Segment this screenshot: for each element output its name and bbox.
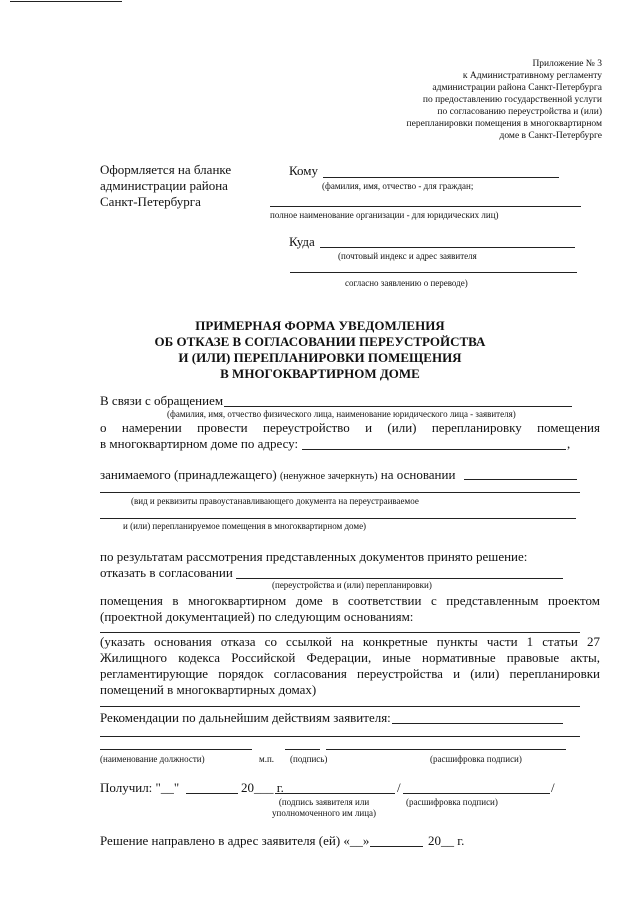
where-label: Куда [289,234,315,249]
appendix-line: перепланировки помещения в многоквартирном [406,119,602,129]
appeal-hint: (фамилия, имя, отчество физического лица, наименование юридического лица - заявителя) [167,409,516,419]
recommend-field[interactable] [392,723,563,724]
address-comma: , [567,436,571,451]
title-line: ПРИМЕРНАЯ ФОРМА УВЕДОМЛЕНИЯ [195,318,445,333]
sent-label: Решение направлено в адрес заявителя (ей) «__» [100,833,370,848]
appendix-line: по согласованию переустройства и (или) [437,107,602,117]
title-line: И (ИЛИ) ПЕРЕПЛАНИРОВКИ ПОМЕЩЕНИЯ [178,350,462,365]
appendix-line: по предоставлению государственной услуги [422,95,602,105]
recommend-label: Рекомендации по дальнейшим действиям заявителя: [100,710,391,725]
appeal-field[interactable] [224,406,572,407]
top-rule [10,1,122,2]
doc-hint-2: и (или) перепланируемое помещения в многоквартирном доме) [123,521,367,531]
received-year: 20___ г. [241,780,284,795]
address-label: в многоквартирном доме по адресу: [100,436,299,451]
premises-line-2: (проектной документацией) по следующим основаниям: [100,609,414,624]
page-title [0,318,640,382]
decision-intro: по результатам рассмотрения представленных документов принято решение: [100,549,528,564]
doc-hint-1: (вид и реквизиты правоустанавливающего документа на переустраиваемое [131,496,419,506]
address-field[interactable] [302,449,566,450]
received-sign-hint [272,797,376,819]
sign-field[interactable] [285,749,320,750]
received-slash-1: / [397,780,401,795]
decode-hint: (расшифровка подписи) [430,754,522,764]
received-decode-field[interactable] [403,793,550,794]
reason-line-1: (указать основания отказа со ссылкой на конкретные пункты части 1 статьи 27 [100,634,600,649]
blank-note-line: Санкт-Петербурга [100,194,201,209]
blank-note [100,162,231,210]
reason-line-3: регламентирующие порядок согласования переустройства и (или) перепланировки [100,666,600,681]
refuse-label: отказать в согласовании [100,565,233,580]
appendix-line: Приложение № 3 [532,59,602,69]
to-label: Кому [289,163,319,178]
received-sign-hint-2: уполномоченного им лица) [272,808,377,818]
where-field-2[interactable] [290,272,577,273]
reason-line-2: Жилищного кодекса Российской Федерации, иные нормативные правовые акты, [100,650,600,665]
sign-hint: (подпись) [290,754,328,764]
received-label: Получил: "__" [100,780,180,795]
position-hint: (наименование должности) [100,754,205,764]
mp-label: м.п. [259,754,275,764]
refuse-field[interactable] [236,578,563,579]
decode-field[interactable] [326,749,566,750]
where-hint: (почтовый индекс и адрес заявителя [338,251,477,261]
basis-field[interactable] [464,479,577,480]
occupied-label [100,467,455,483]
occupied-basis: на основании [380,467,456,482]
received-slash-2: / [551,780,555,795]
recommend-field-2[interactable] [100,736,580,737]
received-sign-field[interactable] [275,793,395,794]
reason-line-4: помещений в многоквартирных домах) [100,682,317,697]
title-line: ОБ ОТКАЗЕ В СОГЛАСОВАНИИ ПЕРЕУСТРОЙСТВА [154,334,486,349]
blank-note-line: администрации района [100,178,228,193]
sent-month-field[interactable] [370,846,423,847]
received-sign-hint-1: (подпись заявителя или [278,797,370,807]
appendix-block [407,58,602,142]
position-field[interactable] [100,749,252,750]
to-hint: (фамилия, имя, отчество - для граждан; [322,181,474,191]
where-field[interactable] [320,247,575,248]
sent-year: 20__ г. [428,833,465,848]
doc-field-2[interactable] [100,518,576,519]
title-line: В МНОГОКВАРТИРНОМ ДОМЕ [220,366,420,381]
to-field[interactable] [323,177,559,178]
received-month-field[interactable] [186,793,238,794]
appendix-line: доме в Санкт-Петербурге [499,131,602,141]
appendix-line: администрации района Санкт-Петербурга [432,83,602,93]
occupied-text: занимаемого (принадлежащего) [100,467,277,482]
occupied-hint: (ненужное зачеркнуть) [279,471,378,482]
appendix-line: к Административному регламенту [462,71,602,81]
to-field-2[interactable] [270,206,581,207]
appeal-label: В связи с обращением [100,393,224,408]
intent-line: о намерении провести переустройство и (или) перепланировку помещения [100,420,600,435]
reasons-field[interactable] [100,632,580,633]
refuse-hint: (переустройства и (или) перепланировки) [272,580,432,590]
where-hint-2: согласно заявлению о переводе) [345,278,468,288]
blank-note-line: Оформляется на бланке [100,162,232,177]
received-decode-hint: (расшифровка подписи) [406,797,498,807]
to-hint-2: полное наименование организации - для юридических лиц) [270,210,499,220]
doc-field[interactable] [100,492,580,493]
premises-line-1: помещения в многоквартирном доме в соответствии с представленным проектом [100,593,600,608]
reasons-field-2[interactable] [100,706,580,707]
